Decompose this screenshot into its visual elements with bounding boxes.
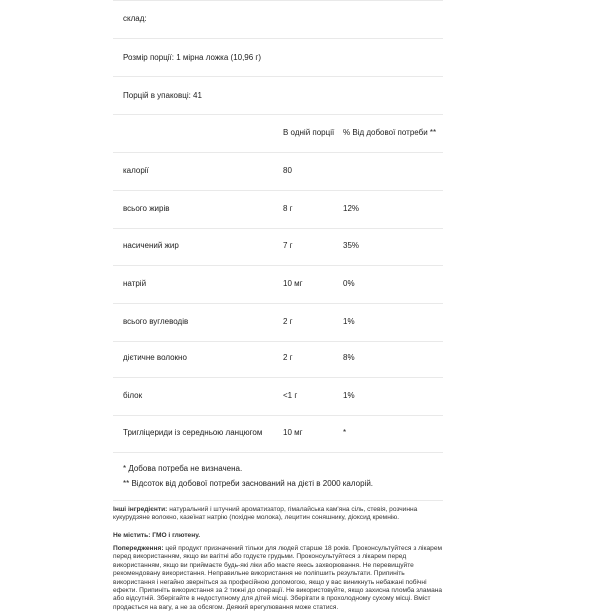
- warning-statement: [113, 545, 443, 612]
- divider: [113, 228, 443, 229]
- nutrient-amount: 2 г: [283, 317, 293, 326]
- nutrient-daily-value: 1%: [343, 317, 355, 326]
- divider: [113, 76, 443, 77]
- supplement-facts-panel: [113, 0, 443, 611]
- composition-label: склад:: [123, 14, 147, 23]
- nutrient-daily-value: 1%: [343, 391, 355, 400]
- nutrient-daily-value: 12%: [343, 204, 360, 213]
- serving-size: Розмір порції: 1 мірна ложка (10,96 г): [123, 53, 262, 62]
- free-from-statement: Не містить: ГМО і глютену.: [113, 532, 201, 539]
- nutrient-daily-value: 8%: [343, 353, 355, 362]
- nutrient-name: всього жирів: [123, 204, 170, 213]
- divider: [113, 415, 443, 416]
- nutrient-amount: 2 г: [283, 353, 293, 362]
- divider: [113, 190, 443, 191]
- divider: [113, 0, 443, 1]
- nutrient-name: всього вуглеводів: [123, 317, 189, 326]
- column-header-per-serving: В одній порції: [283, 128, 335, 137]
- footnote-dv-not-established: * Добова потреба не визначена.: [123, 464, 243, 473]
- nutrient-name: Тригліцериди із середньою ланцюгом: [123, 428, 263, 437]
- nutrient-amount: 80: [283, 166, 292, 175]
- divider: [113, 152, 443, 153]
- warning-text: цей продукт призначений тільки для людей старше 18 років. Проконсультуйтеся з лікарем перед використанням, якщо ви вагітні або годуєте грудьми. Проконсультуйтеся з лікарем перед використанням, якщо ви приймаєте будь-які ліки або маєте якесь захворювання. Не перевищуйте рекомендовану використання. Неправильне використання не поліпшить результати. Припиніть використання і негайно зверніться за професійною допомогою, якщо у вас виникнуть небажані побічні ефекти. Припиніть використання за 2 тижні до операції. Не використовуйте, якщо захисна пломба зламана або відсутній. Зберігайте в недоступному для дітей місці. Зберігати в прохолодному сухому місці. Вміст продається на вагу, а не за обсягом. Деякий врегулювання може статися.: [113, 545, 443, 611]
- other-ingredients: [113, 506, 443, 523]
- divider: [113, 341, 443, 342]
- nutrient-amount: 8 г: [283, 204, 293, 213]
- nutrient-daily-value: 35%: [343, 241, 360, 250]
- warning-label: Попередження:: [113, 545, 164, 552]
- divider: [113, 303, 443, 304]
- nutrient-amount: 10 мг: [283, 428, 303, 437]
- nutrient-name: натрій: [123, 279, 147, 288]
- other-ingredients-label: Інші інгредієнти:: [113, 506, 168, 513]
- nutrient-amount: <1 г: [283, 391, 298, 400]
- nutrient-name: насичений жир: [123, 241, 179, 250]
- footnote-dv-basis: ** Відсоток від добової потреби заснований на дієті в 2000 калорій.: [123, 479, 374, 488]
- divider: [113, 38, 443, 39]
- divider: [113, 500, 443, 501]
- divider: [113, 265, 443, 266]
- divider: [113, 452, 443, 453]
- nutrient-name: білок: [123, 391, 143, 400]
- nutrient-name: калорії: [123, 166, 149, 175]
- other-ingredients-text: натуральний і штучний ароматизатор, гімалайська кам'яна сіль, стевія, розчинна кукурудзяне волокно, казеїнат натрію (похідне молока), лецитин соняшнику, діоксид кремнію.: [113, 506, 418, 522]
- divider: [113, 377, 443, 378]
- nutrient-daily-value: *: [343, 428, 347, 437]
- nutrient-amount: 7 г: [283, 241, 293, 250]
- servings-per-container: Порцій в упаковці: 41: [123, 91, 202, 100]
- nutrient-amount: 10 мг: [283, 279, 303, 288]
- column-header-daily-value: % Від добової потреби **: [343, 128, 437, 137]
- divider: [113, 114, 443, 115]
- nutrient-daily-value: 0%: [343, 279, 355, 288]
- nutrient-name: дієтичне волокно: [123, 353, 187, 362]
